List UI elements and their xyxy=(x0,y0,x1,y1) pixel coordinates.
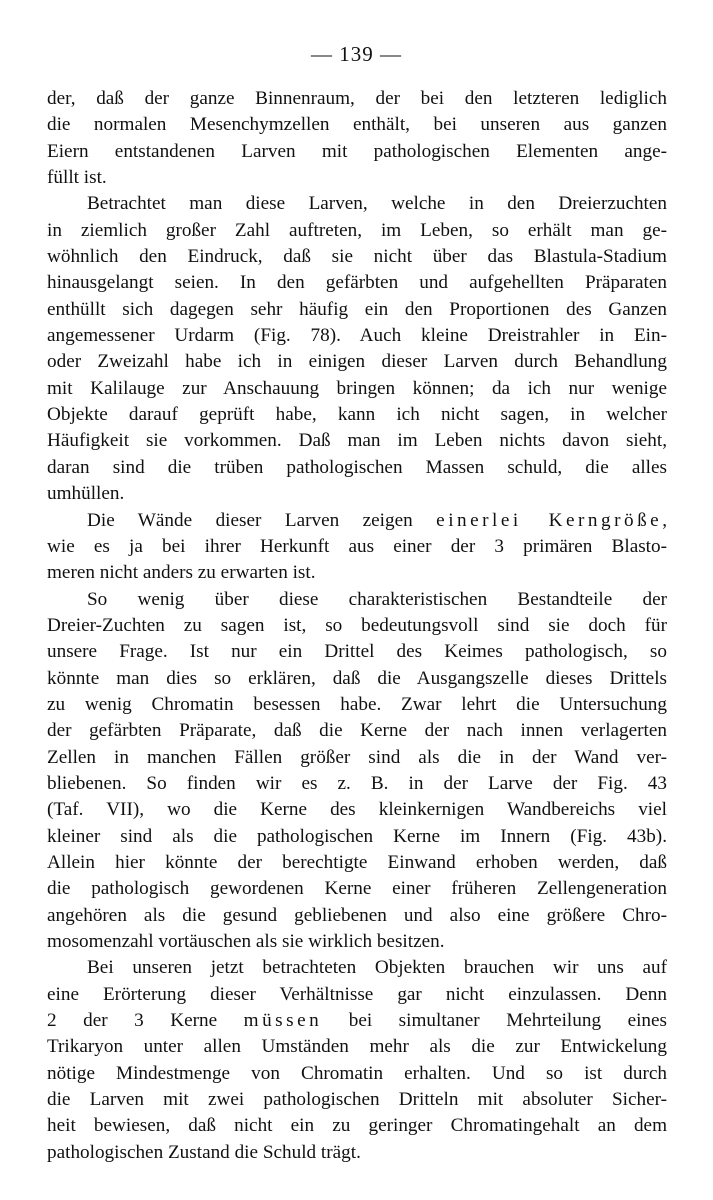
paragraph xyxy=(47,587,667,956)
paragraph xyxy=(47,191,667,507)
text-line: zu wenig Chromatin besessen habe. Zwar lehrt die Untersuchung xyxy=(47,693,667,715)
text-line: in ziemlich großer Zahl auftreten, im Leben, so erhält man ge- xyxy=(47,219,667,241)
text-line xyxy=(47,508,667,534)
text-line: eine Erörterung dieser Verhältnisse gar nicht einzulassen. Denn xyxy=(47,983,667,1005)
text-line: kleiner sind als die pathologischen Kerne im Innern (Fig. 43b). xyxy=(47,825,667,847)
text-line: angehören als die gesund gebliebenen und also eine größere Chro- xyxy=(47,904,667,926)
text-line: die Larven mit zwei pathologischen Dritteln mit absoluter Sicher- xyxy=(47,1089,667,1111)
text-segment: , xyxy=(662,509,667,531)
text-line: mit Kalilauge zur Anschauung bringen können; da ich nur wenige xyxy=(47,377,667,399)
text-line: daran sind die trüben pathologischen Massen schuld, die alles xyxy=(47,456,667,478)
text-line xyxy=(47,1008,667,1034)
text-line: die pathologisch gewordenen Kerne einer früheren Zellengeneration xyxy=(47,878,667,900)
text-line: der gefärbten Präparate, daß die Kerne der nach innen verlagerten xyxy=(47,720,667,742)
text-line: Trikaryon unter allen Umständen mehr als die zur Entwickelung xyxy=(47,1036,667,1058)
text-segment: 2 der 3 Kerne xyxy=(47,1010,244,1032)
text-line: könnte man dies so erklären, daß die Ausgangszelle dieses Drittels xyxy=(47,667,667,689)
text-segment: Die Wände dieser Larven zeigen xyxy=(87,509,437,531)
text-line: Objekte darauf geprüft habe, kann ich nicht sagen, in welcher xyxy=(47,404,667,426)
text-line: heit bewiesen, daß nicht ein zu geringer Chromatingehalt an dem xyxy=(47,1115,667,1137)
text-line: der, daß der ganze Binnenraum, der bei den letzteren lediglich xyxy=(47,88,667,109)
body-text xyxy=(47,86,667,1166)
text-line: Betrachtet man diese Larven, welche in den Dreierzuchten xyxy=(87,193,667,215)
text-line: hinausgelangt seien. In den gefärbten und aufgehellten Präparaten xyxy=(47,272,667,294)
text-line: Häufigkeit sie vorkommen. Daß man im Leben nichts davon sieht, xyxy=(47,430,667,452)
text-line: umhüllen. xyxy=(47,483,125,505)
text-line: So wenig über diese charakteristischen Bestandteile der xyxy=(87,588,667,610)
paragraph xyxy=(47,955,667,1166)
text-line: wie es ja bei ihrer Herkunft aus einer der 3 primären Blasto- xyxy=(47,535,667,557)
text-line: füllt ist. xyxy=(47,167,107,189)
text-line: mosomenzahl vortäuschen als sie wirklich besitzen. xyxy=(47,931,445,952)
text-line: unsere Frage. Ist nur ein Drittel des Keimes pathologisch, so xyxy=(47,641,667,663)
text-segment: bei simultaner Mehrteilung eines xyxy=(322,1010,667,1032)
text-line: angemessener Urdarm (Fig. 78). Auch kleine Dreistrahler in Ein- xyxy=(47,325,667,347)
text-line: meren nicht anders zu erwarten ist. xyxy=(47,562,316,584)
text-line: Eiern entstandenen Larven mit pathologischen Elementen ange- xyxy=(47,140,667,162)
text-line: die normalen Mesenchymzellen enthält, bei unseren aus ganzen xyxy=(47,114,667,136)
text-line: Allein hier könnte der berechtigte Einwand erhoben werden, daß xyxy=(47,851,667,873)
text-line: oder Zweizahl habe ich in einigen dieser Larven durch Behandlung xyxy=(47,351,667,373)
paragraph xyxy=(47,508,667,587)
text-line: enthüllt sich dagegen sehr häufig ein den Proportionen des Ganzen xyxy=(47,298,667,320)
text-line: pathologischen Zustand die Schuld trägt. xyxy=(47,1141,361,1163)
emphasized-spaced-text: einerlei Kerngröße xyxy=(436,509,663,531)
text-line: bliebenen. So finden wir es z. B. in der Larve der Fig. 43 xyxy=(47,772,667,794)
text-line: Bei unseren jetzt betrachteten Objekten brauchen wir uns auf xyxy=(87,957,667,979)
emphasized-spaced-text: müssen xyxy=(243,1010,323,1032)
paragraph xyxy=(47,86,667,191)
text-line: wöhnlich den Eindruck, daß sie nicht über das Blastula-Stadium xyxy=(47,246,667,268)
text-line: (Taf. VII), wo die Kerne des kleinkernigen Wandbereichs viel xyxy=(47,799,667,821)
page-number: — 139 — xyxy=(311,42,402,66)
text-line: Zellen in manchen Fällen größer sind als die in der Wand ver- xyxy=(47,746,667,768)
text-line: Dreier-Zuchten zu sagen ist, so bedeutungsvoll sind sie doch für xyxy=(47,614,667,636)
text-line: nötige Mindestmenge von Chromatin erhalten. Und so ist durch xyxy=(47,1062,667,1084)
